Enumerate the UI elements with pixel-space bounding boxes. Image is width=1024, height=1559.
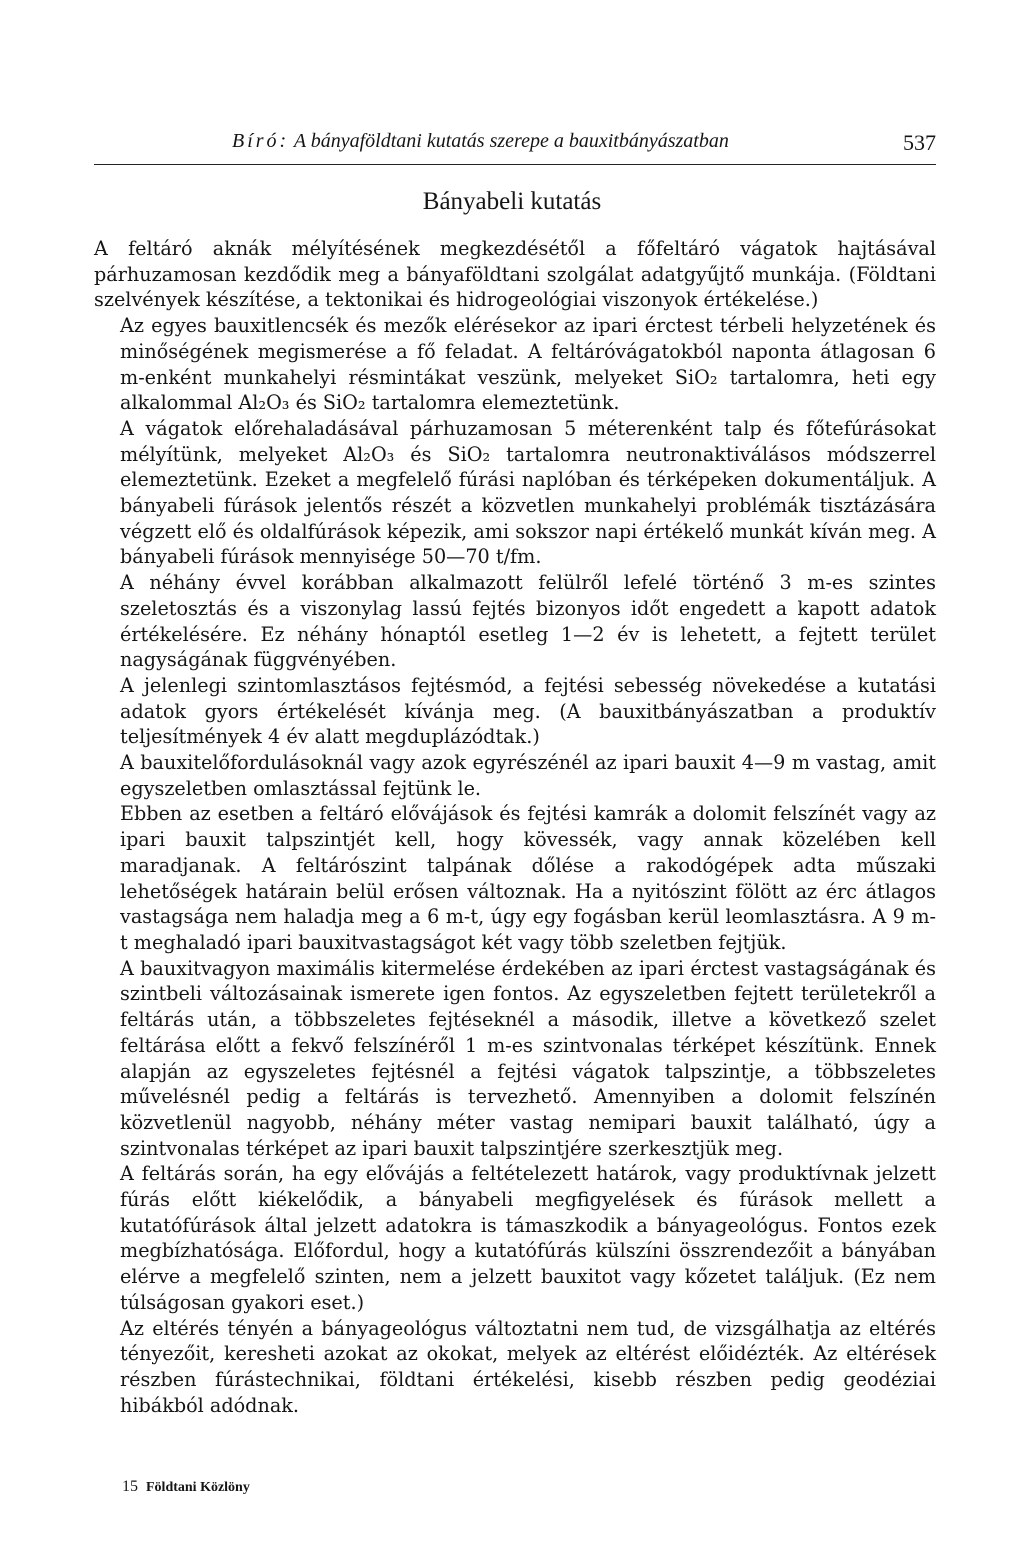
paragraph-8: A bauxitvagyon maximális kitermelése érdekében az ipari érctest vastagságának és szintbeli változásainak ismerete igen fontos. Az egyszeletben fejtett területekről a feltárás után, a többszeletes fejtéseknél a második, illetve a következő szelet feltárása előtt a fekvő felszínéről 1 m-es szintvonalas térképet készítünk. Ennek alapján az egyszeletes fejtésnél a fejtési vágatok talpszintje, a többszeletes művelésnél pedig a feltárás is tervezhető. Amennyiben a dolomit felszínén közvetlenül nagyobb, néhány méter vastag nemipari bauxit található, úgy a szintvonalas térképet az ipari bauxit talpszintjére szerkesztjük meg. xyxy=(120,956,936,1160)
page-footer xyxy=(122,1478,250,1496)
running-head xyxy=(94,124,936,165)
paragraph-2: Az egyes bauxitlencsék és mezők elérésekor az ipari érctest térbeli helyzetének és minőségének megismerése a fő feladat. A feltáróvágatokból naponta átlagosan 6 m-enként munkahelyi résmintákat veszünk, melyeket SiO₂ tartalomra, heti egy alkalommal Al₂O₃ és SiO₂ tartalomra elemeztetünk. xyxy=(120,314,936,415)
running-head-author: Bíró: xyxy=(232,130,290,152)
paragraph-10: Az eltérés tényén a bányageológus változtatni nem tud, de vizsgálhatja az eltérés tényezőit, keresheti azokat az okokat, melyek az eltérést előidézték. Az eltérések részben fúrástechnikai, földtani értékelési, kisebb részben pedig geodéziai hibákból adódnak. xyxy=(120,1316,936,1417)
paragraph-9: A feltárás során, ha egy elővájás a feltételezett határok, vagy produktívnak jelzett fúrás előtt kiékelődik, a bányabeli megfigyelések és fúrások mellett a kutatófúrások által jelzett adatokra is támaszkodik a bányageológus. Fontos ezek megbízhatósága. Előfordul, hogy a kutatófúrás külszíni összrendezőit a bányában elérve a megfelelő szinten, nem a jelzett bauxitot vagy kőzetet találjuk. (Ez nem túlságosan gyakori eset.) xyxy=(120,1162,936,1314)
section-title: Bányabeli kutatás xyxy=(422,188,602,215)
sheet-number: 15 xyxy=(122,1478,138,1495)
paragraph-1: A feltáró aknák mélyítésének megkezdésétől a főfeltáró vágatok hajtásával párhuzamosan kezdődik meg a bányaföldtani szolgálat adatgyűjtő munkája. (Földtani szelvények készítése, a tektonikai és hidrogeológiai viszonyok értékelése.) xyxy=(94,237,936,312)
paragraph-5: A jelenlegi szintomlasztásos fejtésmód, a fejtési sebesség növekedése a kutatási adatok gyors értékelését kívánja meg. (A bauxitbányászatban a produktív teljesítmények 4 év alatt megduplázódtak.) xyxy=(120,673,936,749)
body-text xyxy=(94,236,936,1418)
paragraph-7: Ebben az esetben a feltáró elővájások és fejtési kamrák a dolomit felszínét vagy az ipari bauxit talpszintjét kell, hogy kövessék, vagy annak közelében kell maradjanak. A feltárószint talpának dőlése a rakodógépek adta műszaki lehetőségek határain belül erősen változnak. Ha a nyitószint fölött az érc átlagos vastagsága nem haladja meg a 6 m-t, úgy egy fogásban kerül leomlasztásra. A 9 m-t meghaladó ipari bauxitvastagságot két vagy több szeletben fejtjük. xyxy=(120,802,936,954)
page-number: 537 xyxy=(903,130,936,155)
running-head-title xyxy=(232,130,729,153)
running-head-article-title: A bányaföldtani kutatás szerepe a bauxitbányászatban xyxy=(293,130,729,152)
paragraph-6: A bauxitelőfordulásoknál vagy azok egyrészénél az ipari bauxit 4—9 m vastag, amit egyszeletben omlasztással fejtünk le. xyxy=(120,751,936,800)
paragraph-3: A vágatok előrehaladásával párhuzamosan 5 méterenként talp és főtefúrásokat mélyítünk, melyeket Al₂O₃ és SiO₂ tartalomra neutronaktiválásos módszerrel elemeztetünk. Ezeket a megfelelő fúrási naplóban és térképeken dokumentáljuk. A bányabeli fúrások jelentős részét a közvetlen munkahelyi problémák tisztázására végzett elő és oldalfúrások képezik, ami sokszor napi értékelő munkát kíván meg. A bányabeli fúrások mennyisége 50—70 t/fm. xyxy=(120,416,936,569)
paragraph-4: A néhány évvel korábban alkalmazott felülről lefelé történő 3 m-es szintes szeletosztás és a viszonylag lassú fejtés bizonyos időt engedett a kapott adatok értékelésére. Ez néhány hónaptól esetleg 1—2 év is lehetett, a fejtett terület nagyságának függvényében. xyxy=(120,571,936,672)
journal-name: Földtani Közlöny xyxy=(146,1480,250,1495)
